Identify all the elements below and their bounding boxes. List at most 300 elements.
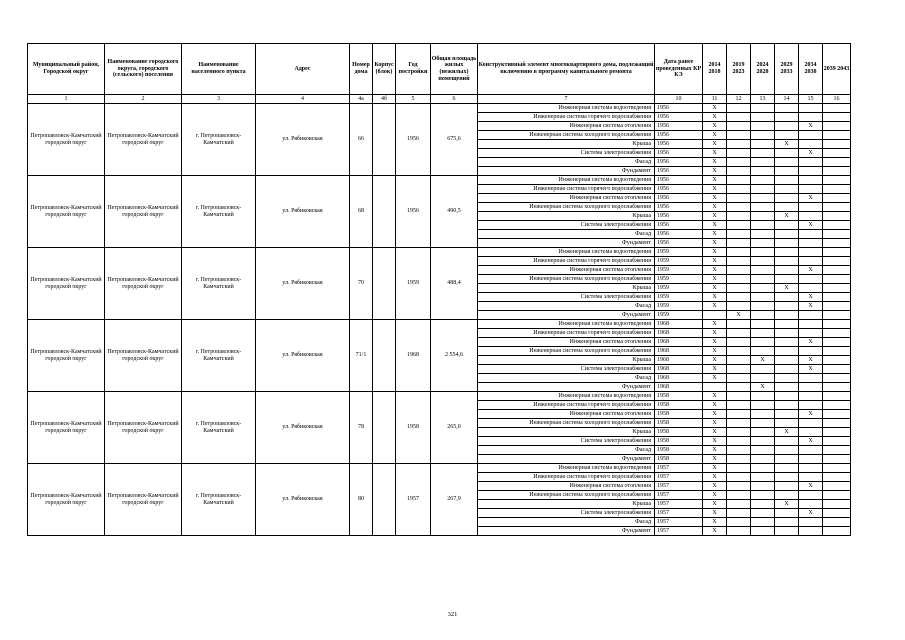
period-mark-cell (751, 275, 775, 284)
period-mark-cell (727, 392, 751, 401)
period-mark-cell (775, 518, 799, 527)
date-cell: 1959 (655, 284, 703, 293)
period-mark-cell (775, 185, 799, 194)
period-mark-cell: Х (703, 230, 727, 239)
settlement-cell: Петропавловск-Камчатский городской округ (105, 320, 182, 392)
period-mark-cell (751, 491, 775, 500)
period-mark-cell (775, 347, 799, 356)
period-mark-cell (775, 203, 799, 212)
period-mark-cell: Х (799, 365, 823, 374)
area-cell: 490,5 (431, 176, 478, 248)
period-mark-cell (799, 392, 823, 401)
period-mark-cell (799, 203, 823, 212)
settlement-cell: Петропавловск-Камчатский городской округ (105, 104, 182, 176)
period-mark-cell (727, 527, 751, 536)
year-built-cell: 1958 (396, 392, 431, 464)
period-mark-cell: Х (799, 122, 823, 131)
period-mark-cell: Х (703, 248, 727, 257)
period-mark-cell (799, 455, 823, 464)
year-built-cell: 1959 (396, 248, 431, 320)
period-mark-cell: Х (703, 149, 727, 158)
date-cell: 1968 (655, 365, 703, 374)
element-cell: Инженерная система холодного водоснабжения (478, 347, 655, 356)
period-mark-cell (775, 437, 799, 446)
period-mark-cell (823, 356, 851, 365)
period-mark-cell: Х (703, 410, 727, 419)
period-mark-cell (799, 491, 823, 500)
period-mark-cell (823, 131, 851, 140)
period-mark-cell (823, 509, 851, 518)
header-date-earlier: Дата ранее проведенных КР КЭ (655, 44, 703, 95)
period-mark-cell (823, 428, 851, 437)
period-mark-cell (727, 509, 751, 518)
element-cell: Крыша (478, 428, 655, 437)
period-mark-cell: Х (703, 329, 727, 338)
municipal-cell: Петропавловск-Камчатский городской округ (28, 248, 105, 320)
period-mark-cell (775, 419, 799, 428)
period-mark-cell (823, 203, 851, 212)
period-mark-cell (751, 518, 775, 527)
period-mark-cell (751, 131, 775, 140)
element-cell: Инженерная система водоотведения (478, 464, 655, 473)
period-mark-cell (823, 248, 851, 257)
period-mark-cell (727, 185, 751, 194)
period-mark-cell (775, 410, 799, 419)
period-mark-cell (823, 212, 851, 221)
date-cell: 1958 (655, 437, 703, 446)
element-cell: Инженерная система отопления (478, 482, 655, 491)
date-cell: 1968 (655, 383, 703, 392)
date-cell: 1956 (655, 212, 703, 221)
period-mark-cell (727, 491, 751, 500)
date-cell: 1957 (655, 491, 703, 500)
date-cell: 1959 (655, 302, 703, 311)
year-built-cell: 1957 (396, 464, 431, 536)
period-mark-cell: Х (799, 410, 823, 419)
repair-program-table (27, 43, 851, 536)
period-mark-cell (823, 140, 851, 149)
period-mark-cell (823, 329, 851, 338)
period-mark-cell (823, 401, 851, 410)
header-period-3: 2024 2028 (751, 44, 775, 95)
table-row (28, 392, 851, 401)
period-mark-cell (775, 248, 799, 257)
date-cell: 1958 (655, 428, 703, 437)
period-mark-cell (727, 473, 751, 482)
date-cell: 1956 (655, 230, 703, 239)
area-cell: 267,9 (431, 464, 478, 536)
period-mark-cell (751, 203, 775, 212)
period-mark-cell (727, 419, 751, 428)
period-mark-cell (799, 320, 823, 329)
period-mark-cell (799, 329, 823, 338)
date-cell: 1968 (655, 329, 703, 338)
period-mark-cell (799, 230, 823, 239)
period-mark-cell (703, 383, 727, 392)
period-mark-cell (799, 257, 823, 266)
period-mark-cell: Х (703, 347, 727, 356)
date-cell: 1956 (655, 158, 703, 167)
period-mark-cell (727, 338, 751, 347)
period-mark-cell (799, 239, 823, 248)
period-mark-cell (823, 122, 851, 131)
date-cell: 1968 (655, 338, 703, 347)
period-mark-cell (751, 410, 775, 419)
period-mark-cell (799, 113, 823, 122)
period-mark-cell: Х (703, 122, 727, 131)
period-mark-cell: Х (703, 491, 727, 500)
period-mark-cell (751, 302, 775, 311)
period-mark-cell (751, 266, 775, 275)
date-cell: 1959 (655, 311, 703, 320)
column-number: 4а (350, 95, 373, 104)
date-cell: 1957 (655, 500, 703, 509)
building-cell (373, 320, 396, 392)
period-mark-cell (727, 446, 751, 455)
period-mark-cell (799, 374, 823, 383)
period-mark-cell: Х (799, 482, 823, 491)
municipal-cell: Петропавловск-Камчатский городской округ (28, 320, 105, 392)
date-cell: 1956 (655, 203, 703, 212)
period-mark-cell (751, 401, 775, 410)
period-mark-cell (823, 347, 851, 356)
period-mark-cell (727, 104, 751, 113)
period-mark-cell (823, 176, 851, 185)
element-cell: Фасад (478, 230, 655, 239)
period-mark-cell (727, 275, 751, 284)
house-number-cell: 70 (350, 248, 373, 320)
year-built-cell: 1968 (396, 320, 431, 392)
period-mark-cell: Х (703, 392, 727, 401)
period-mark-cell: Х (703, 140, 727, 149)
period-mark-cell (775, 473, 799, 482)
house-number-cell: 68 (350, 176, 373, 248)
period-mark-cell (799, 275, 823, 284)
period-mark-cell (775, 122, 799, 131)
date-cell: 1958 (655, 401, 703, 410)
element-cell: Система электроснабжения (478, 221, 655, 230)
period-mark-cell (727, 167, 751, 176)
period-mark-cell: Х (703, 365, 727, 374)
period-mark-cell: Х (703, 428, 727, 437)
period-mark-cell (775, 293, 799, 302)
period-mark-cell: Х (775, 428, 799, 437)
table-body (28, 104, 851, 536)
municipal-cell: Петропавловск-Камчатский городской округ (28, 464, 105, 536)
period-mark-cell (727, 266, 751, 275)
date-cell: 1956 (655, 239, 703, 248)
header-settlement: Наименование городского округа, городского (сельского) поселения (105, 44, 182, 95)
period-mark-cell (751, 347, 775, 356)
column-number: 14 (775, 95, 799, 104)
element-cell: Крыша (478, 140, 655, 149)
element-cell: Фундамент (478, 239, 655, 248)
period-mark-cell (727, 356, 751, 365)
period-mark-cell (775, 194, 799, 203)
period-mark-cell (727, 500, 751, 509)
building-cell (373, 392, 396, 464)
period-mark-cell (799, 131, 823, 140)
period-mark-cell: Х (799, 266, 823, 275)
period-mark-cell (727, 401, 751, 410)
year-built-cell: 1956 (396, 176, 431, 248)
element-cell: Инженерная система холодного водоснабжения (478, 275, 655, 284)
date-cell: 1956 (655, 104, 703, 113)
period-mark-cell (799, 167, 823, 176)
municipal-cell: Петропавловск-Камчатский городской округ (28, 176, 105, 248)
period-mark-cell (775, 302, 799, 311)
period-mark-cell (823, 464, 851, 473)
column-number: 2 (105, 95, 182, 104)
period-mark-cell (775, 257, 799, 266)
period-mark-cell (775, 527, 799, 536)
date-cell: 1956 (655, 122, 703, 131)
period-mark-cell: Х (703, 500, 727, 509)
period-mark-cell (751, 464, 775, 473)
period-mark-cell: Х (775, 212, 799, 221)
table-row (28, 176, 851, 185)
header-house-number: Номер дома (350, 44, 373, 95)
element-cell: Инженерная система горячего водоснабжения (478, 329, 655, 338)
house-number-cell: 71/1 (350, 320, 373, 392)
period-mark-cell (751, 320, 775, 329)
period-mark-cell (823, 374, 851, 383)
element-cell: Инженерная система водоотведения (478, 320, 655, 329)
area-cell: 675,6 (431, 104, 478, 176)
period-mark-cell (727, 284, 751, 293)
period-mark-cell (751, 338, 775, 347)
period-mark-cell (799, 158, 823, 167)
period-mark-cell: Х (703, 419, 727, 428)
address-cell: ул. Рябиковская (256, 176, 350, 248)
date-cell: 1959 (655, 257, 703, 266)
period-mark-cell (823, 527, 851, 536)
column-number: 10 (655, 95, 703, 104)
period-mark-cell (727, 293, 751, 302)
period-mark-cell (799, 185, 823, 194)
locality-cell: г. Петропавловск-Камчатский (182, 320, 256, 392)
period-mark-cell: Х (799, 149, 823, 158)
date-cell: 1968 (655, 320, 703, 329)
date-cell: 1957 (655, 473, 703, 482)
period-mark-cell: Х (703, 158, 727, 167)
period-mark-cell (823, 104, 851, 113)
period-mark-cell: Х (703, 104, 727, 113)
period-mark-cell (775, 374, 799, 383)
column-number: 3 (182, 95, 256, 104)
period-mark-cell (799, 446, 823, 455)
period-mark-cell (751, 311, 775, 320)
date-cell: 1956 (655, 221, 703, 230)
column-number: 5 (396, 95, 431, 104)
period-mark-cell: Х (799, 437, 823, 446)
header-municipal: Муниципальный район, Городской округ (28, 44, 105, 95)
period-mark-cell (751, 428, 775, 437)
element-cell: Инженерная система водоотведения (478, 392, 655, 401)
header-period-5: 2034 2038 (799, 44, 823, 95)
period-mark-cell (751, 374, 775, 383)
header-element: Конструктивный элемент многоквартирного дома, подлежащий включению в программу капитального ремонта (478, 44, 655, 95)
date-cell: 1956 (655, 113, 703, 122)
period-mark-cell (727, 347, 751, 356)
date-cell: 1958 (655, 446, 703, 455)
period-mark-cell (799, 500, 823, 509)
period-mark-cell (751, 293, 775, 302)
header-period-4: 2029 2033 (775, 44, 799, 95)
table-row (28, 320, 851, 329)
period-mark-cell (823, 419, 851, 428)
element-cell: Инженерная система горячего водоснабжения (478, 185, 655, 194)
element-cell: Инженерная система отопления (478, 410, 655, 419)
date-cell: 1959 (655, 293, 703, 302)
period-mark-cell (823, 149, 851, 158)
element-cell: Фасад (478, 446, 655, 455)
period-mark-cell (799, 383, 823, 392)
period-mark-cell: Х (703, 509, 727, 518)
element-cell: Фундамент (478, 167, 655, 176)
element-cell: Система электроснабжения (478, 509, 655, 518)
period-mark-cell (823, 311, 851, 320)
period-mark-cell (823, 392, 851, 401)
period-mark-cell (727, 410, 751, 419)
header-area: Общая площадь жилых (нежилых) помещений (431, 44, 478, 95)
period-mark-cell: Х (799, 221, 823, 230)
period-mark-cell (727, 113, 751, 122)
period-mark-cell (799, 464, 823, 473)
element-cell: Система электроснабжения (478, 293, 655, 302)
period-mark-cell (727, 374, 751, 383)
element-cell: Инженерная система холодного водоснабжения (478, 203, 655, 212)
period-mark-cell (823, 500, 851, 509)
period-mark-cell (775, 311, 799, 320)
element-cell: Инженерная система холодного водоснабжения (478, 131, 655, 140)
period-mark-cell (799, 104, 823, 113)
date-cell: 1958 (655, 392, 703, 401)
period-mark-cell (751, 284, 775, 293)
period-mark-cell (775, 167, 799, 176)
period-mark-cell: Х (703, 437, 727, 446)
period-mark-cell (727, 239, 751, 248)
period-mark-cell: Х (703, 194, 727, 203)
period-mark-cell (775, 482, 799, 491)
period-mark-cell (751, 419, 775, 428)
period-mark-cell (751, 527, 775, 536)
period-mark-cell: Х (799, 356, 823, 365)
period-mark-cell (727, 158, 751, 167)
column-number: 13 (751, 95, 775, 104)
period-mark-cell (823, 491, 851, 500)
area-cell: 2 554,6 (431, 320, 478, 392)
date-cell: 1956 (655, 140, 703, 149)
period-mark-cell (823, 482, 851, 491)
element-cell: Инженерная система водоотведения (478, 104, 655, 113)
date-cell: 1956 (655, 131, 703, 140)
page-number: 321 (447, 611, 458, 618)
period-mark-cell (823, 266, 851, 275)
period-mark-cell (751, 194, 775, 203)
period-mark-cell (775, 221, 799, 230)
element-cell: Фундамент (478, 383, 655, 392)
column-number: 12 (727, 95, 751, 104)
period-mark-cell (751, 392, 775, 401)
period-mark-cell (799, 284, 823, 293)
period-mark-cell (799, 140, 823, 149)
element-cell: Инженерная система водоотведения (478, 176, 655, 185)
period-mark-cell: Х (703, 302, 727, 311)
period-mark-cell (775, 158, 799, 167)
locality-cell: г. Петропавловск-Камчатский (182, 104, 256, 176)
house-number-cell: 80 (350, 464, 373, 536)
header-row (28, 44, 851, 95)
period-mark-cell (727, 194, 751, 203)
period-mark-cell (751, 221, 775, 230)
address-cell: ул. Рябиковская (256, 320, 350, 392)
period-mark-cell (775, 113, 799, 122)
period-mark-cell (727, 131, 751, 140)
period-mark-cell (751, 509, 775, 518)
period-mark-cell (799, 428, 823, 437)
address-cell: ул. Рябиковская (256, 104, 350, 176)
period-mark-cell (823, 338, 851, 347)
period-mark-cell (727, 203, 751, 212)
period-mark-cell (775, 446, 799, 455)
period-mark-cell: Х (751, 356, 775, 365)
period-mark-cell (775, 392, 799, 401)
column-number: 16 (823, 95, 851, 104)
period-mark-cell (751, 158, 775, 167)
period-mark-cell (727, 302, 751, 311)
period-mark-cell (775, 491, 799, 500)
period-mark-cell (751, 122, 775, 131)
period-mark-cell (823, 185, 851, 194)
element-cell: Инженерная система горячего водоснабжения (478, 113, 655, 122)
period-mark-cell (751, 230, 775, 239)
element-cell: Инженерная система отопления (478, 194, 655, 203)
period-mark-cell (727, 122, 751, 131)
element-cell: Инженерная система горячего водоснабжения (478, 257, 655, 266)
period-mark-cell: Х (703, 293, 727, 302)
element-cell: Инженерная система отопления (478, 122, 655, 131)
period-mark-cell: Х (703, 455, 727, 464)
area-cell: 265,0 (431, 392, 478, 464)
period-mark-cell (799, 401, 823, 410)
period-mark-cell (727, 212, 751, 221)
period-mark-cell (727, 365, 751, 374)
locality-cell: г. Петропавловск-Камчатский (182, 176, 256, 248)
date-cell: 1959 (655, 275, 703, 284)
building-cell (373, 248, 396, 320)
period-mark-cell (823, 446, 851, 455)
period-mark-cell: Х (703, 275, 727, 284)
period-mark-cell (727, 455, 751, 464)
period-mark-cell (751, 482, 775, 491)
element-cell: Система электроснабжения (478, 437, 655, 446)
column-number: 6 (431, 95, 478, 104)
element-cell: Инженерная система водоотведения (478, 248, 655, 257)
period-mark-cell (823, 113, 851, 122)
period-mark-cell (727, 518, 751, 527)
column-number: 4 (256, 95, 350, 104)
date-cell: 1956 (655, 149, 703, 158)
period-mark-cell: Х (703, 221, 727, 230)
period-mark-cell (799, 419, 823, 428)
date-cell: 1968 (655, 374, 703, 383)
period-mark-cell: Х (799, 302, 823, 311)
building-cell (373, 104, 396, 176)
locality-cell: г. Петропавловск-Камчатский (182, 248, 256, 320)
period-mark-cell: Х (703, 113, 727, 122)
period-mark-cell (727, 428, 751, 437)
